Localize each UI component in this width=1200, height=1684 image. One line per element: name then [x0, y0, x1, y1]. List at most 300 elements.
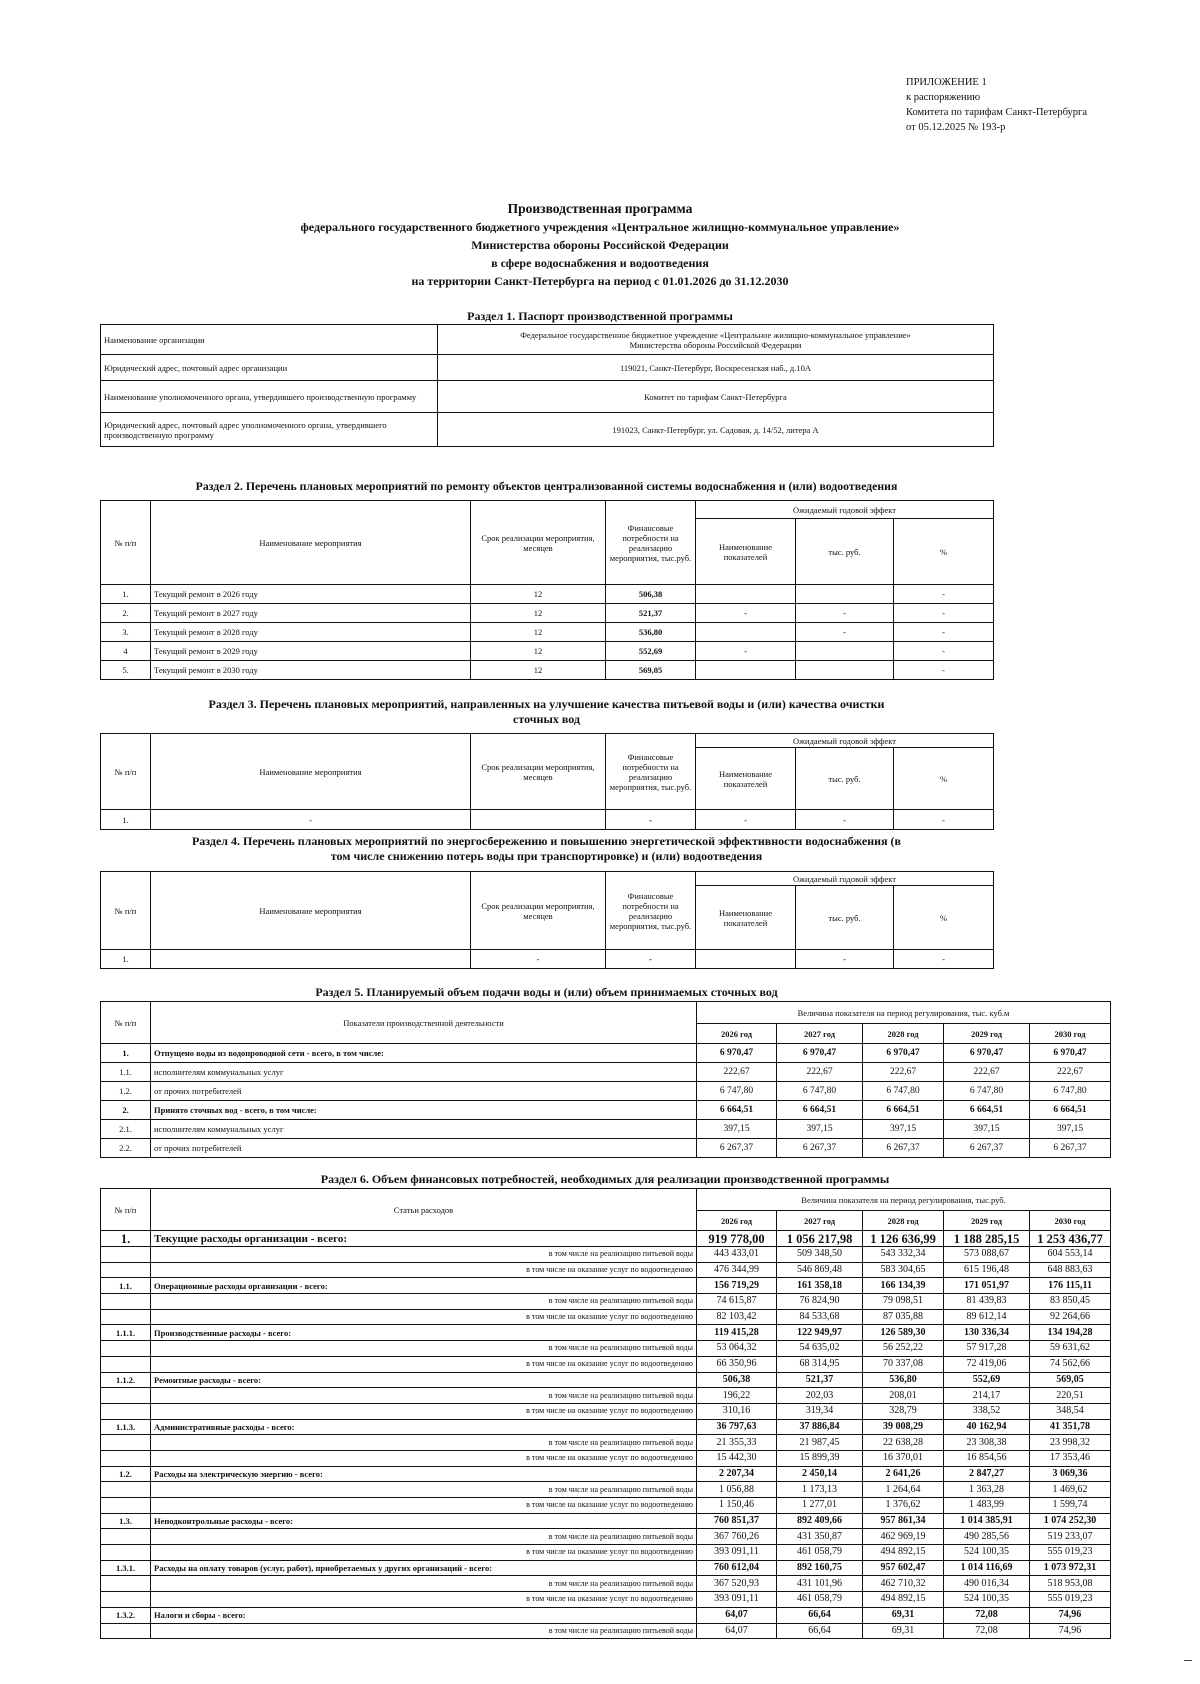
expense-num: [101, 1341, 151, 1357]
expense-value: 76 824,90: [777, 1294, 863, 1310]
expense-value: 892 160,75: [777, 1560, 863, 1576]
measure-term: [471, 810, 606, 830]
volume-value: 6 970,47: [863, 1044, 944, 1063]
expense-value: 16 854,56: [944, 1450, 1030, 1466]
expense-num: [101, 1576, 151, 1592]
expense-num: [101, 1435, 151, 1451]
measure-indicator: -: [696, 642, 796, 661]
section3-title-line: сточных вод: [513, 712, 580, 726]
section5-title: Раздел 5. Планируемый объем подачи воды и (или) объем принимаемых сточных вод: [315, 985, 778, 999]
repair-measures-table: [100, 500, 994, 680]
expense-value: 367 520,93: [697, 1576, 777, 1592]
expense-value: 74 615,87: [697, 1294, 777, 1310]
expense-row: [101, 1592, 1111, 1608]
volume-indicator: от прочих потребителей: [151, 1139, 697, 1158]
volume-value: 6 267,37: [944, 1139, 1030, 1158]
volume-row: [101, 1044, 1111, 1063]
expense-value: 72,08: [944, 1623, 1030, 1639]
volume-num: 1.2.: [101, 1082, 151, 1101]
page-edge-mark: [1184, 1660, 1192, 1661]
expense-row: [101, 1262, 1111, 1278]
expense-row: [101, 1403, 1111, 1419]
volume-value: 397,15: [944, 1120, 1030, 1139]
expense-num: [101, 1482, 151, 1498]
expense-value: 338,52: [944, 1403, 1030, 1419]
measure-pct: -: [894, 642, 994, 661]
expense-row: [101, 1278, 1111, 1294]
passport-label: Юридический адрес, почтовый адрес уполномоченного органа, утвердившего производственную программу: [101, 413, 438, 447]
expense-value: 543 332,34: [863, 1247, 944, 1263]
appendix-line: от 05.12.2025 № 193-р: [906, 122, 1006, 133]
expense-name: Операционные расходы организации - всего:: [151, 1278, 697, 1294]
passport-value: 119021, Санкт-Петербург, Воскресенская наб., д.10А: [438, 355, 994, 381]
volume-indicator: исполнителям коммунальных услуг: [151, 1063, 697, 1082]
expense-num: 1.1.1.: [101, 1325, 151, 1341]
measure-name: [151, 950, 471, 969]
energy-saving-measures-table: [100, 871, 994, 969]
expense-value: 134 194,28: [1030, 1325, 1111, 1341]
expense-value: 92 264,66: [1030, 1309, 1111, 1325]
expense-value: 1 277,01: [777, 1498, 863, 1514]
volume-value: 6 747,80: [697, 1082, 777, 1101]
year-header: 2026 год: [697, 1024, 777, 1044]
expense-value: 22 638,28: [863, 1435, 944, 1451]
expense-row: [101, 1388, 1111, 1404]
passport-label: Юридический адрес, почтовый адрес организации: [101, 355, 438, 381]
expense-value: 604 553,14: [1030, 1247, 1111, 1263]
expense-row: [101, 1231, 1111, 1247]
water-volume-table: [100, 1001, 1111, 1158]
expense-value: 524 100,35: [944, 1592, 1030, 1608]
passport-row: [101, 325, 994, 355]
expense-name: Расходы на электрическую энергию - всего:: [151, 1466, 697, 1482]
expense-value: 89 612,14: [944, 1309, 1030, 1325]
expense-name: в том числе на реализацию питьевой воды: [151, 1482, 697, 1498]
year-header: 2026 год: [697, 1211, 777, 1231]
expense-num: 1.1.3.: [101, 1419, 151, 1435]
expense-num: [101, 1309, 151, 1325]
expense-value: 176 115,11: [1030, 1278, 1111, 1294]
measure-indicator: [696, 623, 796, 642]
expense-value: 348,54: [1030, 1403, 1111, 1419]
expense-value: 1 469,62: [1030, 1482, 1111, 1498]
col-effect-header: Ожидаемый годовой эффект: [696, 872, 994, 886]
measure-pct: -: [894, 623, 994, 642]
measure-num: 4: [101, 642, 151, 661]
expense-value: 555 019,23: [1030, 1545, 1111, 1561]
expense-name: в том числе на реализацию питьевой воды: [151, 1529, 697, 1545]
measure-term: 12: [471, 585, 606, 604]
measure-row: [101, 661, 994, 680]
volume-row: [101, 1120, 1111, 1139]
volume-row: [101, 1101, 1111, 1120]
expense-value: 957 861,34: [863, 1513, 944, 1529]
water-quality-measures-table: [100, 733, 994, 830]
expense-value: 919 778,00: [697, 1231, 777, 1247]
expense-value: 546 869,48: [777, 1262, 863, 1278]
expense-name: Текущие расходы организации - всего:: [151, 1231, 697, 1247]
expense-value: 476 344,99: [697, 1262, 777, 1278]
volume-value: 397,15: [1030, 1120, 1111, 1139]
measure-rub: [796, 661, 894, 680]
expense-value: 53 064,32: [697, 1341, 777, 1357]
measure-name: Текущий ремонт в 2029 году: [151, 642, 471, 661]
col-name-header: Наименование мероприятия: [151, 734, 471, 810]
expense-value: 760 612,04: [697, 1560, 777, 1576]
expense-value: 196,22: [697, 1388, 777, 1404]
expense-value: 16 370,01: [863, 1450, 944, 1466]
expense-value: 39 008,29: [863, 1419, 944, 1435]
volume-indicator: Отпущено воды из водопроводной сети - всего, в том числе:: [151, 1044, 697, 1063]
volume-value: 222,67: [863, 1063, 944, 1082]
section4-title: [100, 834, 993, 864]
measure-fin: -: [606, 950, 696, 969]
expense-value: 536,80: [863, 1372, 944, 1388]
expense-row: [101, 1450, 1111, 1466]
expense-value: 1 056 217,98: [777, 1231, 863, 1247]
col-rub-header: тыс. руб.: [796, 748, 894, 810]
expense-value: 1 074 252,30: [1030, 1513, 1111, 1529]
expense-value: 208,01: [863, 1388, 944, 1404]
volume-value: 397,15: [777, 1120, 863, 1139]
expense-row: [101, 1545, 1111, 1561]
expense-value: 87 035,88: [863, 1309, 944, 1325]
expense-value: 74,96: [1030, 1607, 1111, 1623]
measure-term: -: [471, 950, 606, 969]
expense-value: 328,79: [863, 1403, 944, 1419]
volume-value: 6 267,37: [697, 1139, 777, 1158]
expense-row: [101, 1498, 1111, 1514]
expense-value: 1 014 385,91: [944, 1513, 1030, 1529]
expense-name: в том числе на оказание услуг по водоотведению: [151, 1545, 697, 1561]
expense-value: 760 851,37: [697, 1513, 777, 1529]
volume-value: 6 267,37: [1030, 1139, 1111, 1158]
expense-value: 1 014 116,69: [944, 1560, 1030, 1576]
volume-num: 2.: [101, 1101, 151, 1120]
expense-value: 555 019,23: [1030, 1592, 1111, 1608]
expense-value: 21 987,45: [777, 1435, 863, 1451]
expense-num: [101, 1623, 151, 1639]
passport-value: Комитет по тарифам Санкт-Петербурга: [438, 381, 994, 413]
passport-label: Наименование организации: [101, 325, 438, 355]
expense-value: 1 056,88: [697, 1482, 777, 1498]
measure-indicator: [696, 585, 796, 604]
volume-value: 6 664,51: [777, 1101, 863, 1120]
measure-row: [101, 642, 994, 661]
measure-indicator: -: [696, 810, 796, 830]
year-header: 2027 год: [777, 1024, 863, 1044]
measure-indicator: [696, 661, 796, 680]
col-effect-header: Ожидаемый годовой эффект: [696, 734, 994, 748]
expense-name: в том числе на оказание услуг по водоотведению: [151, 1498, 697, 1514]
section6-title: Раздел 6. Объем финансовых потребностей, необходимых для реализации производственной программы: [320, 1172, 890, 1186]
expense-name: в том числе на реализацию питьевой воды: [151, 1576, 697, 1592]
section3-title: [100, 697, 993, 727]
expense-value: 524 100,35: [944, 1545, 1030, 1561]
measure-term: 12: [471, 661, 606, 680]
expense-value: 130 336,34: [944, 1325, 1030, 1341]
expense-value: 1 599,74: [1030, 1498, 1111, 1514]
expense-value: 57 917,28: [944, 1341, 1030, 1357]
expense-value: 393 091,11: [697, 1592, 777, 1608]
passport-row: [101, 413, 994, 447]
volume-value: 6 970,47: [697, 1044, 777, 1063]
measure-rub: [796, 642, 894, 661]
volume-value: 222,67: [1030, 1063, 1111, 1082]
expense-num: [101, 1247, 151, 1263]
expense-value: 1 483,99: [944, 1498, 1030, 1514]
expense-value: 1 073 972,31: [1030, 1560, 1111, 1576]
measure-pct: -: [894, 950, 994, 969]
volume-row: [101, 1063, 1111, 1082]
measure-row: [101, 810, 994, 830]
expense-row: [101, 1576, 1111, 1592]
measure-num: 1.: [101, 585, 151, 604]
measure-row: [101, 623, 994, 642]
volume-indicator: от прочих потребителей: [151, 1082, 697, 1101]
expense-value: 126 589,30: [863, 1325, 944, 1341]
col-num-header: № п/п: [101, 1189, 151, 1231]
expense-value: 552,69: [944, 1372, 1030, 1388]
expense-value: 59 631,62: [1030, 1341, 1111, 1357]
financial-needs-table: [100, 1188, 1111, 1639]
volume-value: 6 747,80: [1030, 1082, 1111, 1101]
measure-num: 1.: [101, 950, 151, 969]
expense-value: 69,31: [863, 1623, 944, 1639]
expense-row: [101, 1513, 1111, 1529]
col-name-header: Наименование мероприятия: [151, 501, 471, 585]
measure-fin: 521,37: [606, 604, 696, 623]
expense-value: 569,05: [1030, 1372, 1111, 1388]
expense-value: 2 207,34: [697, 1466, 777, 1482]
expense-name: Административные расходы - всего:: [151, 1419, 697, 1435]
expense-row: [101, 1341, 1111, 1357]
col-fin-header: Финансовые потребности на реализацию мероприятия, тыс.руб.: [606, 501, 696, 585]
expense-row: [101, 1607, 1111, 1623]
expense-value: 3 069,36: [1030, 1466, 1111, 1482]
expense-value: 367 760,26: [697, 1529, 777, 1545]
expense-value: 56 252,22: [863, 1341, 944, 1357]
col-pct-header: %: [894, 886, 994, 950]
title-line: федерального государственного бюджетного учреждения «Центральное жилищно-коммунальное управление»: [300, 220, 900, 234]
volume-value: 6 267,37: [863, 1139, 944, 1158]
volume-indicator: исполнителям коммунальных услуг: [151, 1120, 697, 1139]
col-indicator-name-header: Показатели производственной деятельности: [151, 1002, 697, 1044]
passport-row: [101, 355, 994, 381]
measure-rub: -: [796, 810, 894, 830]
measure-rub: [796, 585, 894, 604]
expense-row: [101, 1294, 1111, 1310]
expense-value: 72 419,06: [944, 1356, 1030, 1372]
expense-name: в том числе на оказание услуг по водоотведению: [151, 1403, 697, 1419]
volume-row: [101, 1139, 1111, 1158]
expense-value: 84 533,68: [777, 1309, 863, 1325]
expense-value: 54 635,02: [777, 1341, 863, 1357]
expense-value: 1 264,64: [863, 1482, 944, 1498]
appendix-line: ПРИЛОЖЕНИЕ 1: [906, 77, 987, 88]
expense-name: Расходы на оплату товаров (услуг, работ), приобретаемых у других организаций - всего:: [151, 1560, 697, 1576]
expense-value: 79 098,51: [863, 1294, 944, 1310]
measure-name: Текущий ремонт в 2028 году: [151, 623, 471, 642]
expense-value: 74 562,66: [1030, 1356, 1111, 1372]
volume-value: 6 747,80: [777, 1082, 863, 1101]
measure-indicator: -: [696, 604, 796, 623]
expense-row: [101, 1623, 1111, 1639]
expense-value: 64,07: [697, 1607, 777, 1623]
measure-pct: -: [894, 585, 994, 604]
expense-value: 310,16: [697, 1403, 777, 1419]
col-fin-header: Финансовые потребности на реализацию мероприятия, тыс.руб.: [606, 872, 696, 950]
expense-value: 214,17: [944, 1388, 1030, 1404]
volume-value: 6 664,51: [697, 1101, 777, 1120]
expense-value: 1 173,13: [777, 1482, 863, 1498]
volume-value: 6 747,80: [863, 1082, 944, 1101]
expense-value: 583 304,65: [863, 1262, 944, 1278]
col-indicator-header: Наименование показателей: [696, 748, 796, 810]
expense-name: в том числе на реализацию питьевой воды: [151, 1341, 697, 1357]
expense-num: [101, 1450, 151, 1466]
expense-value: 1 126 636,99: [863, 1231, 944, 1247]
expense-value: 70 337,08: [863, 1356, 944, 1372]
year-header: 2029 год: [944, 1024, 1030, 1044]
expense-name: Производственные расходы - всего:: [151, 1325, 697, 1341]
expense-name: в том числе на реализацию питьевой воды: [151, 1294, 697, 1310]
col-num-header: № п/п: [101, 501, 151, 585]
expense-value: 573 088,67: [944, 1247, 1030, 1263]
expense-num: 1.: [101, 1231, 151, 1247]
col-num-header: № п/п: [101, 734, 151, 810]
expense-value: 2 847,27: [944, 1466, 1030, 1482]
col-values-header: Величина показателя на период регулирования, тыс. куб.м: [697, 1002, 1111, 1024]
col-pct-header: %: [894, 748, 994, 810]
expense-value: 202,03: [777, 1388, 863, 1404]
section2-title: Раздел 2. Перечень плановых мероприятий по ремонту объектов централизованной системы водоснабжения и (или) водоотведения: [195, 479, 898, 493]
section4-title-line: том числе снижению потерь воды при транспортировке) и (или) водоотведения: [330, 849, 763, 863]
expense-value: 393 091,11: [697, 1545, 777, 1561]
volume-num: 2.1.: [101, 1120, 151, 1139]
measure-pct: -: [894, 810, 994, 830]
expense-value: 521,37: [777, 1372, 863, 1388]
expense-value: 431 350,87: [777, 1529, 863, 1545]
expense-num: 1.1.2.: [101, 1372, 151, 1388]
expense-row: [101, 1372, 1111, 1388]
expense-value: 462 710,32: [863, 1576, 944, 1592]
expense-num: [101, 1388, 151, 1404]
passport-label: Наименование уполномоченного органа, утвердившего производственную программу: [101, 381, 438, 413]
passport-value: Федеральное государственное бюджетное учреждение «Центральное жилищно-коммунальное управление» Министерства обороны Российской Федерации: [438, 325, 994, 355]
expense-name: в том числе на реализацию питьевой воды: [151, 1435, 697, 1451]
volume-num: 1.1.: [101, 1063, 151, 1082]
expense-value: 2 450,14: [777, 1466, 863, 1482]
section4-title-line: Раздел 4. Перечень плановых мероприятий по энергосбережению и повышению энергетической эффективности водоснабжения (в: [191, 834, 902, 848]
expense-value: 119 415,28: [697, 1325, 777, 1341]
volume-num: 1.: [101, 1044, 151, 1063]
expense-name: в том числе на оказание услуг по водоотведению: [151, 1262, 697, 1278]
volume-num: 2.2.: [101, 1139, 151, 1158]
year-header: 2029 год: [944, 1211, 1030, 1231]
measure-row: [101, 604, 994, 623]
volume-value: 6 267,37: [777, 1139, 863, 1158]
expense-row: [101, 1419, 1111, 1435]
appendix-header: [906, 75, 1087, 135]
col-term-header: Срок реализации мероприятия, месяцев: [471, 734, 606, 810]
expense-value: 23 998,32: [1030, 1435, 1111, 1451]
expense-value: 166 134,39: [863, 1278, 944, 1294]
expense-value: 506,38: [697, 1372, 777, 1388]
expense-num: [101, 1545, 151, 1561]
col-indicator-header: Наименование показателей: [696, 519, 796, 585]
expense-num: 1.1.: [101, 1278, 151, 1294]
measure-rub: -: [796, 604, 894, 623]
expense-value: 81 439,83: [944, 1294, 1030, 1310]
col-fin-header: Финансовые потребности на реализацию мероприятия, тыс.руб.: [606, 734, 696, 810]
expense-value: 490 016,34: [944, 1576, 1030, 1592]
year-header: 2028 год: [863, 1211, 944, 1231]
expense-num: 1.2.: [101, 1466, 151, 1482]
col-values-header: Величина показателя на период регулирования, тыс.руб.: [697, 1189, 1111, 1211]
expense-value: 2 641,26: [863, 1466, 944, 1482]
appendix-line: к распоряжению: [906, 92, 981, 103]
expense-value: 220,51: [1030, 1388, 1111, 1404]
expense-value: 519 233,07: [1030, 1529, 1111, 1545]
expense-name: в том числе на оказание услуг по водоотведению: [151, 1450, 697, 1466]
expense-row: [101, 1529, 1111, 1545]
expense-value: 74,96: [1030, 1623, 1111, 1639]
expense-num: [101, 1529, 151, 1545]
volume-value: 6 747,80: [944, 1082, 1030, 1101]
volume-value: 397,15: [863, 1120, 944, 1139]
col-num-header: № п/п: [101, 1002, 151, 1044]
measure-name: Текущий ремонт в 2027 году: [151, 604, 471, 623]
measure-term: 12: [471, 623, 606, 642]
expense-value: 443 433,01: [697, 1247, 777, 1263]
expense-name: в том числе на оказание услуг по водоотведению: [151, 1592, 697, 1608]
volume-value: 6 970,47: [777, 1044, 863, 1063]
expense-row: [101, 1482, 1111, 1498]
measure-term: 12: [471, 604, 606, 623]
volume-value: 6 664,51: [1030, 1101, 1111, 1120]
passport-row: [101, 381, 994, 413]
expense-value: 494 892,15: [863, 1592, 944, 1608]
col-num-header: № п/п: [101, 872, 151, 950]
expense-value: 72,08: [944, 1607, 1030, 1623]
year-header: 2030 год: [1030, 1211, 1111, 1231]
expense-value: 64,07: [697, 1623, 777, 1639]
measure-fin: 569,05: [606, 661, 696, 680]
volume-value: 222,67: [944, 1063, 1030, 1082]
col-rub-header: тыс. руб.: [796, 519, 894, 585]
expense-num: [101, 1403, 151, 1419]
expense-value: 156 719,29: [697, 1278, 777, 1294]
expense-num: [101, 1592, 151, 1608]
expense-value: 615 196,48: [944, 1262, 1030, 1278]
expense-row: [101, 1325, 1111, 1341]
volume-value: 222,67: [777, 1063, 863, 1082]
col-term-header: Срок реализации мероприятия, месяцев: [471, 501, 606, 585]
col-term-header: Срок реализации мероприятия, месяцев: [471, 872, 606, 950]
col-expense-header: Статьи расходов: [151, 1189, 697, 1231]
expense-num: 1.3.: [101, 1513, 151, 1529]
expense-value: 1 253 436,77: [1030, 1231, 1111, 1247]
volume-value: 6 664,51: [944, 1101, 1030, 1120]
expense-value: 171 051,97: [944, 1278, 1030, 1294]
expense-value: 161 358,18: [777, 1278, 863, 1294]
expense-value: 1 363,28: [944, 1482, 1030, 1498]
expense-num: [101, 1262, 151, 1278]
expense-value: 319,34: [777, 1403, 863, 1419]
expense-value: 461 058,79: [777, 1545, 863, 1561]
measure-fin: 552,69: [606, 642, 696, 661]
